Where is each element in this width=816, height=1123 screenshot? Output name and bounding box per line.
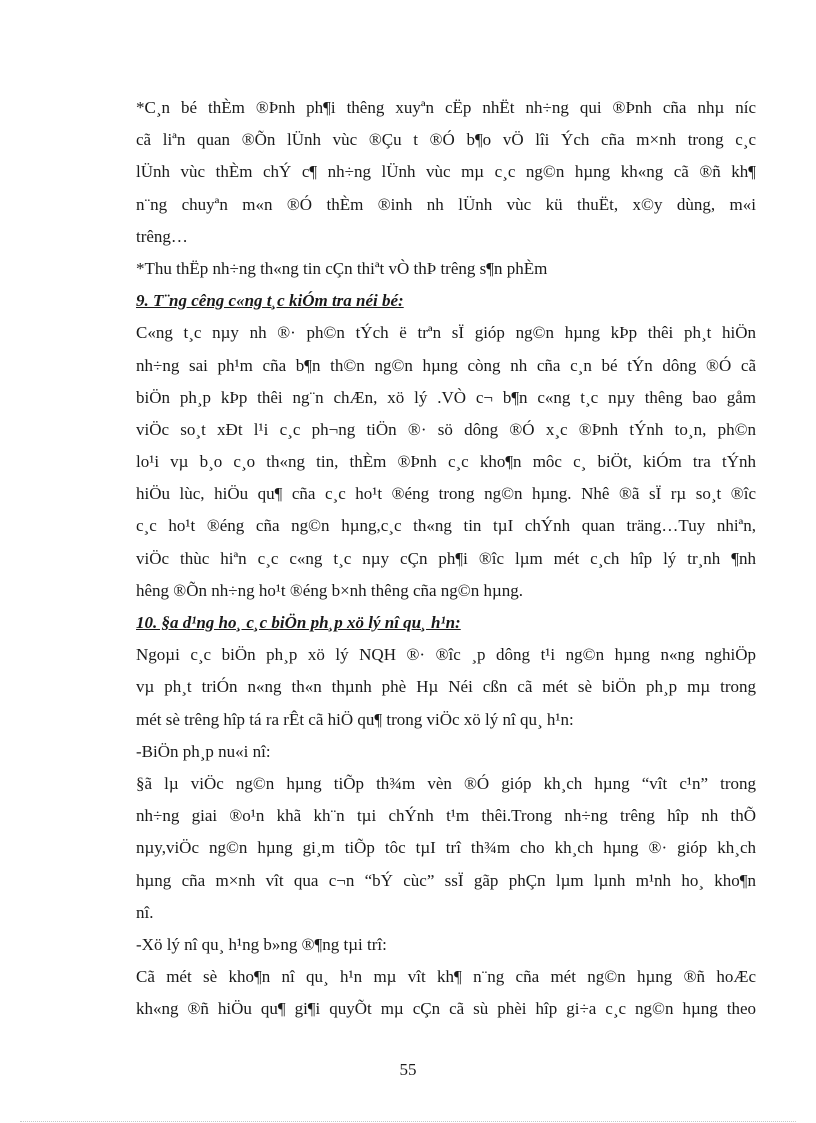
text-line: kh«ng ®ñ hiÖu qu¶ gi¶i quyÕt mµ cÇn cã sù phèi hîp gi÷a c¸c ng©n hµng theo — [136, 999, 756, 1019]
text-line: c¸c ho¹t ®éng cña ng©n hµng,c¸c th«ng tin tµI chÝnh quan träng…Tuy nhiªn, — [136, 516, 756, 536]
text-line: nî. — [136, 902, 154, 922]
text-line: nµy,viÖc ng©n hµng gi¸m tiÕp tôc tµI trî th¾m cho kh¸ch hµng ®· gióp kh¸ch — [136, 838, 756, 858]
section-heading-10: 10. §a d¹ng ho¸ c¸c biÖn ph¸p xö lý nî qu¸ h¹n: — [136, 613, 461, 632]
text-line: hêng ®Õn nh÷ng ho¹t ®éng b×nh thêng cña ng©n hµng. — [136, 580, 524, 600]
text-line: C«ng t¸c nµy nh ®· ph©n tÝch ë trªn sÏ gióp ng©n hµng kÞp thêi ph¸t hiÖn — [136, 323, 756, 343]
section-heading-9: 9. T¨ng cêng c«ng t¸c kiÓm tra néi bé: — [136, 291, 404, 311]
text-line: -Xö lý nî qu¸ h¹ng b»ng ®¶ng tµi trî: — [136, 934, 387, 954]
text-line: viÖc thùc hiªn c¸c c«ng t¸c nµy cÇn ph¶i ®îc lµm mét c¸ch hîp lý tr¸nh ¶nh — [136, 548, 756, 568]
text-line: Ngoµi c¸c biÖn ph¸p xö lý NQH ®· ®îc ¸p dông t¹i ng©n hµng n«ng nghiÖp — [136, 645, 756, 665]
text-line: nh÷ng sai ph¹m cña b¶n th©n ng©n hµng còng nh cña c¸n bé tÝn dông ®Ó cã — [136, 355, 756, 375]
text-line: biÖn ph¸p kÞp thêi ng¨n chÆn, xö lý .VÒ c¬ b¶n c«ng t¸c nµy thêng bao gåm — [136, 387, 756, 407]
text-line: hµng cña m×nh vît qua c¬n “bÝ cùc” ssÏ gãp phÇn lµm lµnh m¹nh ho¸ kho¶n — [136, 870, 756, 890]
text-line: cã liªn quan ®Õn lÜnh vùc ®Çu t ®Ó b¶o vÖ lîi Ých cña m×nh trong c¸c — [136, 130, 756, 150]
text-line: trêng… — [136, 226, 188, 246]
page-body — [136, 92, 756, 1025]
text-line: Cã mét sè kho¶n nî qu¸ h¹n mµ vît kh¶ n¨ng cña mét ng©n hµng ®ñ hoÆc — [136, 967, 756, 987]
text-line: lo¹i vµ b¸o c¸o th«ng tin, thÈm ®Þnh c¸c kho¶n môc c¸ biÖt, kiÓm tra tÝnh — [136, 452, 756, 472]
text-line: §ã lµ viÖc ng©n hµng tiÕp th¾m vèn ®Ó gióp kh¸ch hµng “vît c¹n” trong — [136, 773, 756, 793]
text-line: -BiÖn ph¸p nu«i nî: — [136, 741, 271, 761]
text-line: lÜnh vùc thÈm chÝ c¶ nh÷ng lÜnh vùc mµ c¸c ng©n hµng kh«ng cã ®ñ kh¶ — [136, 162, 756, 182]
page-bottom-divider — [20, 1121, 796, 1122]
text-line: nh÷ng giai ®o¹n khã kh¨n tµi chÝnh t¹m thêi.Trong nh÷ng trêng hîp nh thÕ — [136, 806, 756, 826]
text-line: hiÖu lùc, hiÖu qu¶ cña c¸c ho¹t ®éng trong ng©n hµng. Nhê ®ã sÏ rµ so¸t ®îc — [136, 484, 756, 504]
page-number: 55 — [399, 1060, 417, 1079]
text-line: vµ ph¸t triÓn n«ng th«n thµnh phè Hµ Néi cßn cã mét sè biÖn ph¸p mµ trong — [136, 677, 756, 697]
text-line: *Thu thËp nh÷ng th«ng tin cÇn thiªt vÒ thÞ trêng s¶n phÈm — [136, 258, 548, 278]
text-line: *C¸n bé thÈm ®Þnh ph¶i thêng xuyªn cËp nhËt nh÷ng qui ®Þnh cña nhµ níc — [136, 98, 756, 117]
text-line: mét sè trêng hîp tá ra rÊt cã hiÖ qu¶ trong viÖc xö lý nî qu¸ h¹n: — [136, 709, 574, 729]
text-line: n¨ng chuyªn m«n ®Ó thÈm ®inh nh lÜnh vùc kü thuËt, x©y dùng, m«i — [136, 194, 756, 214]
text-line: viÖc so¸t xÐt l¹i c¸c ph¬ng tiÖn ®· sö dông ®Ó x¸c ®Þnh tÝnh to¸n, ph©n — [136, 419, 756, 439]
